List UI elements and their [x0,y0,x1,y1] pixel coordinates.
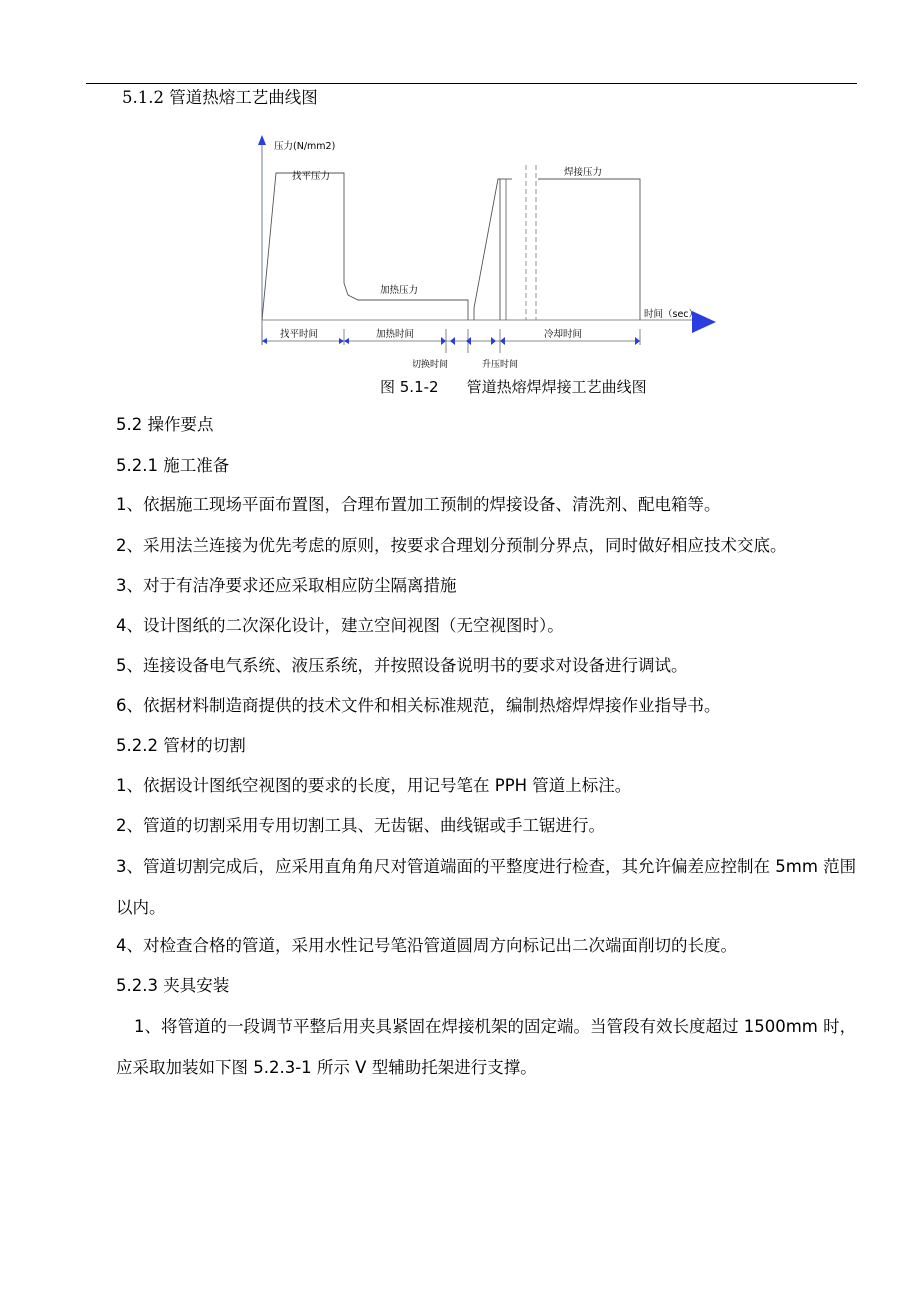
x-axis-label: 时间（sec） [644,309,699,320]
list-item: 3、对于有洁净要求还应采取相应防尘隔离措施 [116,576,457,595]
label-rise-time: 升压时间 [482,360,519,370]
figure-caption [380,376,647,398]
list-item: 4、设计图纸的二次深化设计，建立空间视图（无空视图时）。 [116,616,564,635]
list-item: 6、依据材料制造商提供的技术文件和相关标准规范，编制热熔焊焊接作业指导书。 [116,696,721,715]
list-item: 2、采用法兰连接为优先考虑的原则，按要求合理划分预制分界点，同时做好相应技术交底。 [116,536,787,555]
section-52-title: 5.2 操作要点 [116,415,214,434]
list-item: 2、管道的切割采用专用切割工具、无齿锯、曲线锯或手工锯进行。 [116,816,605,835]
pressure-curve-rise [474,179,500,320]
list-item: 5、连接设备电气系统、液压系统，并按照设备说明书的要求对设备进行调试。 [116,656,688,675]
weld-pressure-line [538,179,640,320]
figure-caption-number: 图 5.1-2 [380,378,439,396]
label-weld-pressure: 焊接压力 [564,167,603,178]
section-521-title: 5.2.1 施工准备 [116,456,230,475]
y-axis-arrow [258,135,266,145]
label-align-pressure: 找平压力 [292,171,331,182]
list-item: 1、将管道的一段调节平整后用夹具紧固在焊接机架的固定端。当管段有效长度超过 1500mm 时，应采取加装如下图 5.2.3-1 所示 V 型辅助托架进行支撑。 [116,1017,857,1077]
figure-caption-title: 管道热熔焊焊接工艺曲线图 [466,378,647,396]
list-item: 1、依据设计图纸空视图的要求的长度，用记号笔在 PPH 管道上标注。 [116,776,632,795]
label-heat-pressure: 加热压力 [380,285,419,296]
y-axis-label: 压力(N/mm2) [274,141,336,152]
section-523-title: 5.2.3 夹具安装 [116,976,230,995]
pressure-curve [262,173,468,320]
section-title-512: 5.1.2 管道热熔工艺曲线图 [122,88,318,107]
list-item: 1、依据施工现场平面布置图，合理布置加工预制的焊接设备、清洗剂、配电箱等。 [116,495,721,514]
section-522-title: 5.2.2 管材的切割 [116,736,246,755]
label-align-time: 找平时间 [280,329,319,340]
label-switch-time: 切换时间 [412,360,449,370]
label-cool-time: 冷却时间 [544,329,583,340]
list-item: 4、对检查合格的管道，采用水性记号笔沿管道圆周方向标记出二次端面削切的长度。 [116,936,737,955]
process-curve-figure [240,133,730,373]
header-rule [86,83,857,84]
label-heat-time: 加热时间 [376,329,415,340]
list-item: 3、管道切割完成后，应采用直角角尺对管道端面的平整度进行检查，其允许偏差应控制在 5mm 范围以内。 [116,857,857,917]
